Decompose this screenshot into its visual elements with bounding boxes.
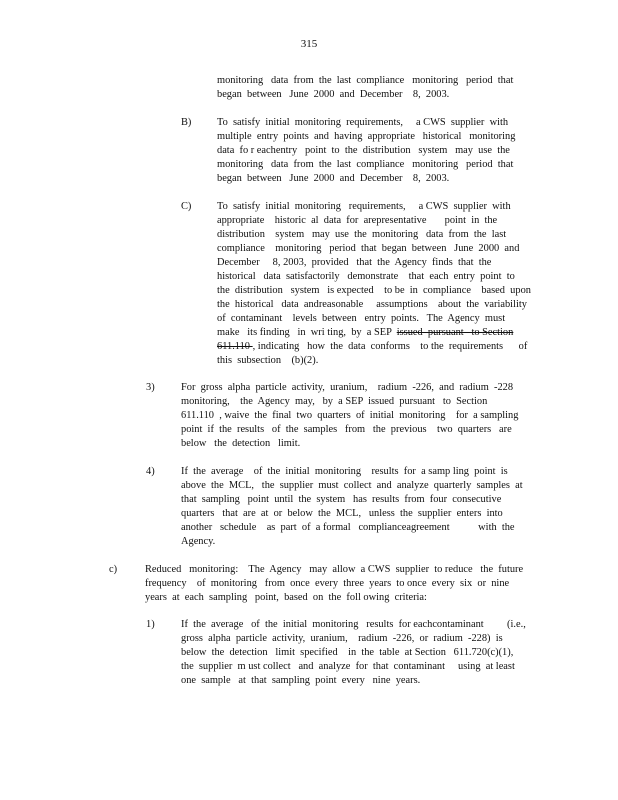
item-c-line: distribution system may use the monitoring data from the last [217, 229, 507, 240]
item-c-line: of contaminant levels between entry points. The Agency must [217, 313, 506, 324]
item-4-line: If the average of the initial monitoring results for a samp ling point is [181, 466, 508, 477]
item-3-line: 611.110 , waive the final two quarters of initial monitoring for a sampling [181, 410, 519, 421]
item-c-section-line: years at each sampling point, based on the foll owing criteria: [145, 592, 427, 603]
item-b-line: multiple entry points and having appropriate historical monitoring [217, 131, 516, 142]
item-4-label: 4) [146, 466, 155, 477]
continuation-line: began between June 2000 and December 8, 2003. [217, 89, 450, 100]
item-c-line: December 8, 2003, provided that the Agency finds that the [217, 257, 492, 268]
item-c-line [217, 340, 527, 354]
item-4-line: above the MCL, the supplier must collect and analyze quarterly samples at [181, 480, 523, 491]
struck-text: 611.110 [217, 341, 253, 352]
item-c-line: appropriate historic al data for arepresentative point in the [217, 215, 498, 226]
item-c-line11-text: , indicating how the data conforms to the requirements of [252, 341, 528, 352]
item-b-line: To satisfy initial monitoring requirements, a CWS supplier with [217, 117, 509, 128]
item-c-line: compliance monitoring period that began between June 2000 and [217, 243, 520, 254]
item-3-line: monitoring, the Agency may, by a SEP issued pursuant to Section [181, 396, 488, 407]
item-4-line: Agency. [181, 536, 216, 547]
page-number: 315 [300, 38, 318, 50]
item-3-line: below the detection limit. [181, 438, 301, 449]
item-c-line: the distribution system is expected to be in compliance based upon [217, 285, 531, 296]
item-c-label: C) [181, 201, 192, 212]
item-c1-line: below the detection limit specified in the table at Section 611.720(c)(1), [181, 647, 514, 658]
item-4-line: another schedule as part of a formal complianceagreement with the [181, 522, 515, 533]
item-c-line: historical data satisfactorily demonstrate that each entry point to [217, 271, 515, 282]
item-c-section-line: frequency of monitoring from once every three years to once every six or nine [145, 578, 510, 589]
item-b-label: B) [181, 117, 192, 128]
item-c-line: the historical data andreasonable assumptions about the variability [217, 299, 527, 310]
item-c-line: To satisfy initial monitoring requirements, a CWS supplier with [217, 201, 511, 212]
item-3-line: point if the results of the samples from the previous two quarters are [181, 424, 512, 435]
item-c-section-line: Reduced monitoring: The Agency may allow a CWS supplier to reduce the future [145, 564, 524, 575]
item-c-line [217, 326, 513, 340]
item-c-line: this subsection (b)(2). [217, 355, 319, 366]
struck-text: issued pursuant to Section [396, 327, 514, 338]
item-4-line: that sampling point until the system has results from four consecutive [181, 494, 502, 505]
item-c1-line: If the average of the initial monitoring results for eachcontaminant (i.e., [181, 619, 526, 630]
item-4-line: quarters that are at or below the MCL, unless the supplier enters into [181, 508, 503, 519]
item-c1-line: gross alpha particle activity, uranium, radium -226, or radium -228) is [181, 633, 503, 644]
item-b-line: data fo r eachentry point to the distribution system may use the [217, 145, 510, 156]
item-c-section-label: c) [109, 564, 118, 575]
item-3-label: 3) [146, 382, 155, 393]
item-b-line: began between June 2000 and December 8, 2003. [217, 173, 450, 184]
item-3-line: For gross alpha particle activity, uranium, radium -226, and radium -228 [181, 382, 514, 393]
item-c1-label: 1) [146, 619, 155, 630]
continuation-line: monitoring data from the last compliance monitoring period that [217, 75, 514, 86]
item-c1-line: the supplier m ust collect and analyze for that contaminant using at least [181, 661, 515, 672]
item-c1-line: one sample at that sampling point every nine years. [181, 675, 421, 686]
item-c-line10-text: make its finding in wri ting, by a SEP [217, 327, 397, 338]
item-b-line: monitoring data from the last compliance monitoring period that [217, 159, 514, 170]
